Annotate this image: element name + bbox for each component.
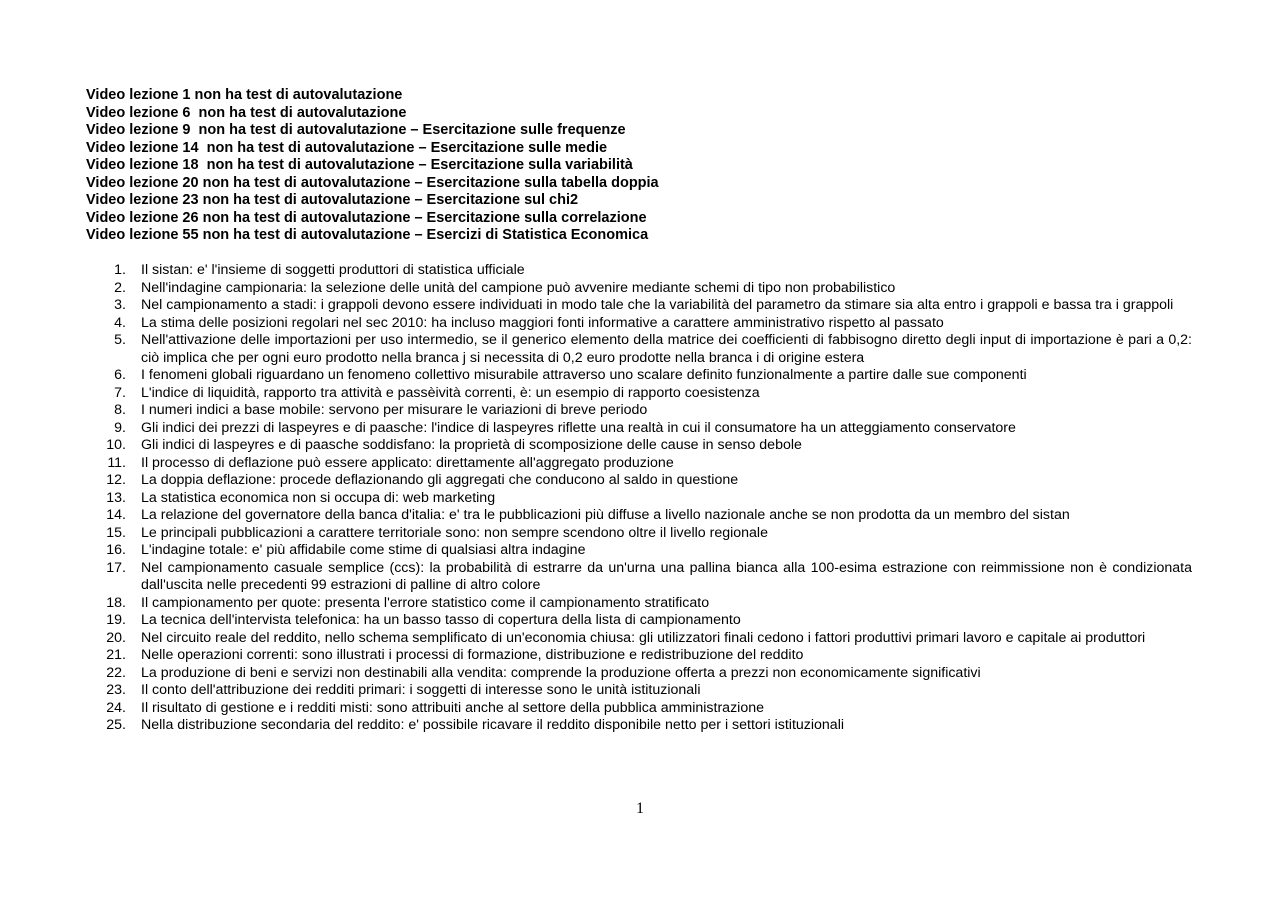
header-line: Video lezione 20 non ha test di autovalutazione – Esercitazione sulla tabella doppia xyxy=(86,174,659,191)
list-item xyxy=(86,420,1192,438)
item-text: Nelle operazioni correnti: sono illustrati i processi di formazione, distribuzione e redistribuzione del reddito xyxy=(141,647,804,663)
item-number: 14. xyxy=(106,507,126,523)
item-number: 19. xyxy=(106,612,126,628)
item-text: Nel campionamento a stadi: i grappoli devono essere individuati in modo tale che la variabilità del parametro da stimare sia alta entro i grappoli e bassa tra i grappoli xyxy=(141,297,1174,313)
list-item xyxy=(86,297,1192,315)
list-item xyxy=(86,402,1192,420)
item-text: L'indagine totale: e' più affidabile come stime di qualsiasi altra indagine xyxy=(141,542,586,558)
item-number: 16. xyxy=(106,542,126,558)
header-line: Video lezione 1 non ha test di autovalutazione xyxy=(86,87,403,103)
item-text: Le principali pubblicazioni a carattere territoriale sono: non sempre scendono oltre il livello regionale xyxy=(141,524,768,541)
item-number: 21. xyxy=(106,647,126,663)
item-text: La statistica economica non si occupa di: web marketing xyxy=(141,489,496,506)
item-text: I fenomeni globali riguardano un fenomeno collettivo misurabile attraverso uno scalare definito funzionalmente a partire dalle sue componenti xyxy=(141,367,1027,383)
item-number: 3. xyxy=(114,297,126,313)
item-number: 25. xyxy=(106,717,126,733)
header-line: Video lezione 23 non ha test di autovalutazione – Esercitazione sul chi2 xyxy=(86,192,579,208)
item-number: 18. xyxy=(106,594,126,611)
item-number: 5. xyxy=(114,332,126,348)
item-number: 2. xyxy=(114,279,126,296)
item-text: Il processo di deflazione può essere applicato: direttamente all'aggregato produzione xyxy=(141,454,674,471)
item-number: 4. xyxy=(114,314,126,331)
list-item xyxy=(86,367,1192,385)
item-text: Nel campionamento casuale semplice (ccs): la probabilità di estrarre da un'urna una pallina bianca alla 100-esima estrazione con reimmissione non è condizionata dall'uscita nelle precedenti 99 estrazioni di palline di altro colore xyxy=(141,559,1192,593)
item-text: Il sistan: e' l'insieme di soggetti produttori di statistica ufficiale xyxy=(141,262,525,278)
header-line: Video lezione 26 non ha test di autovalutazione – Esercitazione sulla correlazione xyxy=(86,209,647,226)
item-text: L'indice di liquidità, rapporto tra attività e passèività correnti, è: un esempio di rapporto coesistenza xyxy=(141,384,760,401)
video-lessons-header xyxy=(86,87,1196,245)
list-item xyxy=(86,280,1192,298)
item-number: 6. xyxy=(114,367,126,383)
item-text: La produzione di beni e servizi non destinabili alla vendita: comprende la produzione offerta a prezzi non economicamente significativi xyxy=(141,664,981,681)
list-item xyxy=(86,560,1192,595)
questions-list xyxy=(86,262,1192,735)
item-text: Nell'attivazione delle importazioni per uso intermedio, se il generico elemento della matrice dei coefficienti di fabbisogno diretto degli input di importazione è pari a 0,2: ciò implica che per ogni euro prodotto nella branca j si necessita di 0,2 euro prodotte nella branca i di origine estera xyxy=(141,332,1192,366)
item-text: La tecnica dell'intervista telefonica: ha un basso tasso di copertura della lista di campionamento xyxy=(141,612,741,628)
item-text: La stima delle posizioni regolari nel sec 2010: ha incluso maggiori fonti informative a carattere amministrativo rispetto al passato xyxy=(141,314,944,331)
item-number: 11. xyxy=(107,454,126,471)
list-item xyxy=(86,612,1192,630)
list-item xyxy=(86,507,1192,525)
item-text: Nel circuito reale del reddito, nello schema semplificato di un'economia chiusa: gli utilizzatori finali cedono i fattori produttivi primari lavoro e capitale ai produttori xyxy=(141,629,1146,646)
list-item xyxy=(86,315,1192,333)
list-item xyxy=(86,542,1192,560)
item-number: 23. xyxy=(106,682,126,698)
item-number: 22. xyxy=(106,664,126,681)
list-item xyxy=(86,700,1192,718)
item-number: 9. xyxy=(114,419,126,436)
list-item xyxy=(86,437,1192,455)
item-text: Gli indici di laspeyres e di paasche soddisfano: la proprietà di scomposizione delle cause in senso debole xyxy=(141,437,802,453)
list-item xyxy=(86,385,1192,403)
item-number: 20. xyxy=(106,629,126,646)
item-number: 8. xyxy=(114,402,126,418)
item-number: 7. xyxy=(114,384,126,401)
item-text: La doppia deflazione: procede deflazionando gli aggregati che conducono al saldo in questione xyxy=(141,472,739,488)
item-text: I numeri indici a base mobile: servono per misurare le variazioni di breve periodo xyxy=(141,402,648,418)
list-item xyxy=(86,262,1192,280)
item-text: Il campionamento per quote: presenta l'errore statistico come il campionamento stratificato xyxy=(141,594,710,611)
item-text: Il risultato di gestione e i redditi misti: sono attribuiti anche al settore della pubblica amministrazione xyxy=(141,699,764,716)
item-text: Nella distribuzione secondaria del reddito: e' possibile ricavare il reddito disponibile netto per i settori istituzionali xyxy=(141,717,845,733)
list-item xyxy=(86,490,1192,508)
list-item xyxy=(86,472,1192,490)
item-text: Il conto dell'attribuzione dei redditi primari: i soggetti di interesse sono le unità istituzionali xyxy=(141,682,701,698)
item-number: 10. xyxy=(106,437,126,453)
list-item xyxy=(86,595,1192,613)
item-number: 1. xyxy=(114,262,126,278)
list-item xyxy=(86,665,1192,683)
item-text: Nell'indagine campionaria: la selezione delle unità del campione può avvenire mediante schemi di tipo non probabilistico xyxy=(141,279,896,296)
list-item xyxy=(86,455,1192,473)
list-item xyxy=(86,332,1192,367)
item-number: 15. xyxy=(106,524,126,541)
item-number: 24. xyxy=(106,699,126,716)
item-number: 17. xyxy=(106,559,126,576)
page-number: 1 xyxy=(636,800,644,817)
header-line: Video lezione 6 non ha test di autovalutazione xyxy=(86,104,407,121)
item-number: 12. xyxy=(106,472,126,488)
list-item xyxy=(86,647,1192,665)
item-number: 13. xyxy=(106,489,126,506)
item-text: La relazione del governatore della banca d'italia: e' tra le pubblicazioni più diffuse a livello nazionale anche se non prodotta da un membro del sistan xyxy=(141,507,1070,523)
item-text: Gli indici dei prezzi di laspeyres e di paasche: l'indice di laspeyres riflette una realtà in cui il consumatore ha un atteggiamento conservatore xyxy=(141,419,1016,436)
header-line: Video lezione 9 non ha test di autovalutazione – Esercitazione sulle frequenze xyxy=(86,122,626,138)
header-line: Video lezione 55 non ha test di autovalutazione – Esercizi di Statistica Economica xyxy=(86,227,649,243)
header-line: Video lezione 18 non ha test di autovalutazione – Esercitazione sulla variabilità xyxy=(86,157,633,173)
list-item xyxy=(86,525,1192,543)
list-item xyxy=(86,717,1192,735)
list-item xyxy=(86,630,1192,648)
header-line: Video lezione 14 non ha test di autovalutazione – Esercitazione sulle medie xyxy=(86,139,608,156)
list-item xyxy=(86,682,1192,700)
